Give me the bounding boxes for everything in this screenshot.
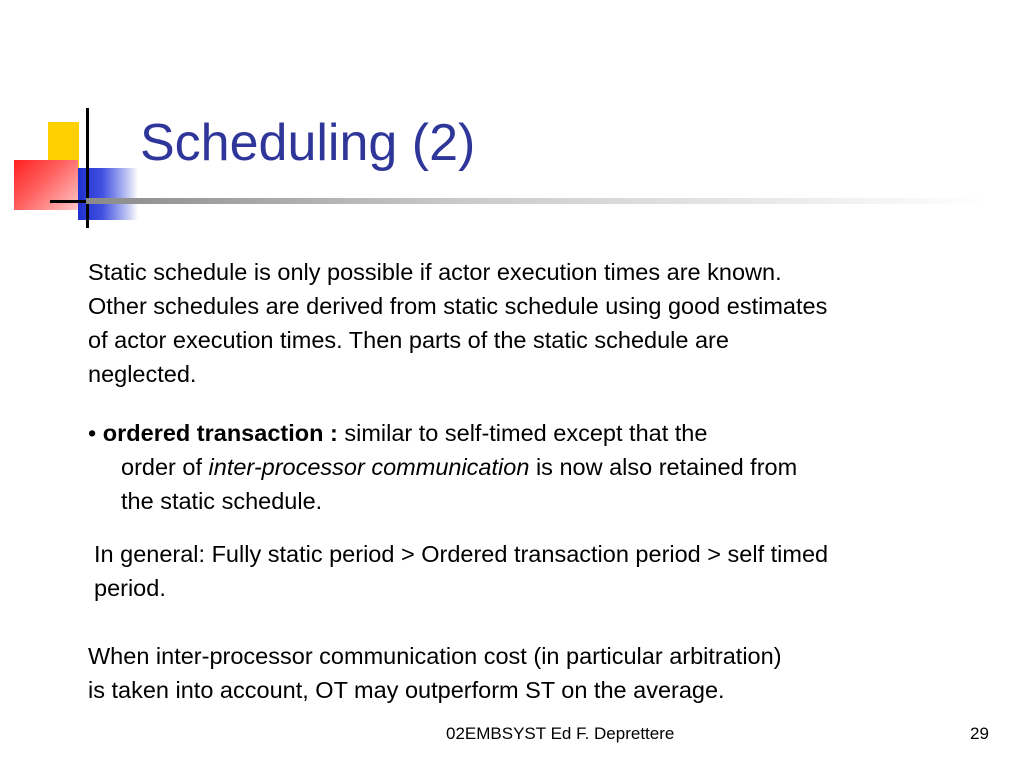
bullet-text: similar to self-timed except that the (344, 420, 708, 446)
bullet-text: order of (121, 454, 202, 480)
bullet-ordered-transaction (88, 416, 998, 518)
title-underline (86, 198, 986, 204)
slide-title: Scheduling (2) (140, 114, 476, 172)
paragraph-line: Other schedules are derived from static schedule using good estimates (88, 293, 828, 319)
paragraph-line: of actor execution times. Then parts of the static schedule are (88, 327, 729, 353)
bullet-italic-term: inter-processor communication (208, 454, 530, 480)
paragraph-line: period. (94, 575, 166, 601)
paragraph-static-schedule (88, 255, 998, 391)
bullet-term: ordered transaction : (102, 420, 338, 446)
bullet-text: is now also retained from (535, 454, 798, 480)
footer-course-author: 02EMBSYST Ed F. Deprettere (446, 724, 675, 743)
bullet-line (88, 450, 998, 484)
paragraph-line: neglected. (88, 361, 197, 387)
paragraph-line: Static schedule is only possible if actor execution times are known. (88, 259, 782, 285)
page-number: 29 (970, 724, 989, 743)
bullet-line: the static schedule. (121, 488, 323, 514)
vertical-line-shape (86, 108, 89, 228)
bullet-marker: • (88, 420, 97, 446)
paragraph-line: When inter-processor communication cost (in particular arbitration) (88, 643, 782, 669)
logo-decoration (0, 0, 160, 240)
bullet-line (88, 416, 998, 450)
paragraph-line: is taken into account, OT may outperform ST on the average. (88, 677, 725, 703)
paragraph-line: In general: Fully static period > Ordered transaction period > self timed (94, 541, 829, 567)
paragraph-communication-cost (88, 639, 993, 707)
paragraph-in-general (94, 537, 999, 605)
